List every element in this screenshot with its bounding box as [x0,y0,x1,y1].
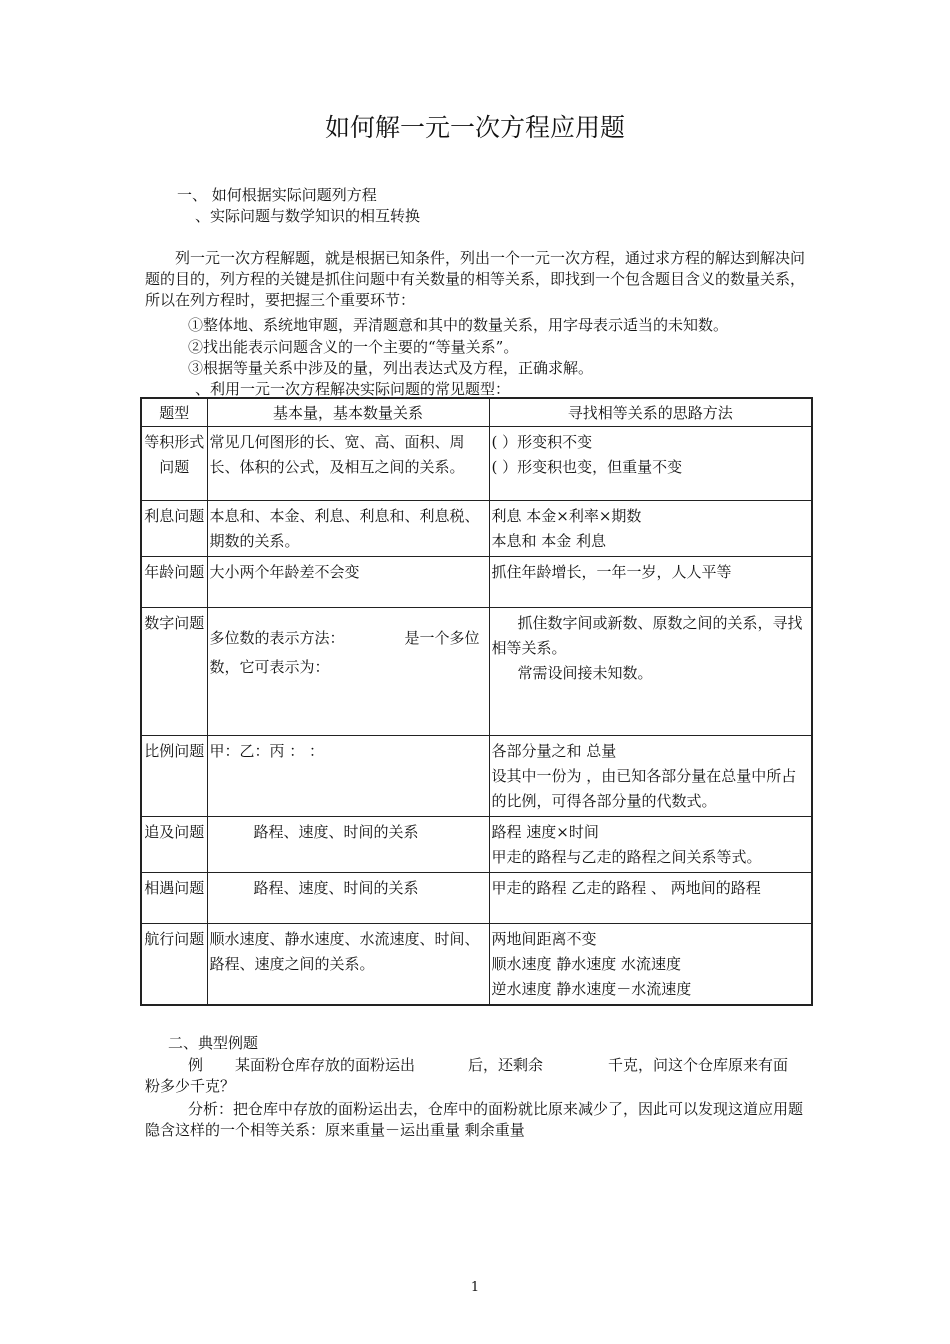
method-line: 甲走的路程与乙走的路程之间关系等式。 [491,848,762,866]
row-method [489,427,812,501]
table-row [141,924,812,1006]
method-line: 顺水速度 静水速度 水流速度 [491,955,682,973]
example-text-2: 后，还剩余 [468,1056,544,1074]
method-line: 设其中一份为 ，由已知各部分量在总量中所占的比例，可得各部分量的代数式。 [491,767,797,810]
header-type: 题型 [141,398,207,427]
example-label: 例 [188,1056,204,1074]
problem-types-table [140,397,813,1006]
row-basic: 路程、速度、时间的关系 [207,817,489,873]
method-line: ( ）形变积也变，但重量不变 [491,458,683,476]
table-row [141,557,812,608]
row-method [489,924,812,1006]
step-2: ②找出能表示问题含义的一个主要的“等量关系”。 [188,338,519,356]
table-row [141,608,812,736]
method-line: 两地间距离不变 [491,930,597,948]
row-method [489,608,812,736]
section1-sub2: 、利用一元一次方程解决实际问题的常见题型： [195,380,511,398]
row-method [489,557,812,608]
example-text-1: 某面粉仓库存放的面粉运出 [235,1056,416,1074]
example-text-4: 粉多少千克？ [145,1077,236,1095]
row-basic: 甲：乙：丙 ： ： [207,736,489,817]
row-type: 年龄问题 [141,557,207,608]
table-row [141,873,812,924]
document-title: 如何解一元一次方程应用题 [324,113,625,142]
row-basic: 本息和、本金、利息、利息和、利息税、期数的关系。 [207,501,489,557]
section1-paragraph: 列一元一次方程解题，就是根据已知条件，列出一个一元一次方程，通过求方程的解达到解决问题的目的，列方程的关键是抓住问题中有关数量的相等关系，即找到一个包含题目含义的数量关系，所以在列方程时，要把握三个重要环节： [145,249,806,309]
table-row [141,427,812,501]
row-type: 比例问题 [141,736,207,817]
method-line: 常需设间接未知数。 [517,664,653,682]
page-number: 1 [470,1280,480,1295]
row-method [489,736,812,817]
table-header-row [141,398,812,427]
row-basic: 大小两个年龄差不会变 [207,557,489,608]
method-line: 利息 本金×利率×期数 [491,507,642,525]
step-3: ③根据等量关系中涉及的量，列出表达式及方程，正确求解。 [188,359,594,377]
method-line: 本息和 本金 利息 [491,532,607,550]
example-text-3: 千克，问这个仓库原来有面 [608,1056,789,1074]
method-line: 路程 速度×时间 [491,823,599,841]
basic-line: 数，它可表示为： [209,658,330,676]
table-row [141,736,812,817]
row-method [489,501,812,557]
method-line: 逆水速度 静水速度－水流速度 [491,980,692,998]
row-type: 等积形式问题 [141,427,207,501]
header-method: 寻找相等关系的思路方法 [489,398,812,427]
method-line: 各部分量之和 总量 [491,742,617,760]
basic-line: 多位数的表示方法： 是一个多位 [209,629,480,647]
row-basic [207,608,489,736]
table-row [141,817,812,873]
section1-sub1: 、实际问题与数学知识的相互转换 [195,207,421,225]
row-method [489,873,812,924]
section1-heading: 一、 如何根据实际问题列方程 [177,186,377,204]
row-type: 相遇问题 [141,873,207,924]
row-method [489,817,812,873]
analysis-paragraph: 分析：把仓库中存放的面粉运出去，仓库中的面粉就比原来减少了，因此可以发现这道应用题隐含这样的一个相等关系：原来重量－运出重量 剩余重量 [145,1100,804,1139]
row-type: 利息问题 [141,501,207,557]
method-line: 抓住年龄增长，一年一岁，人人平等 [491,563,732,581]
method-line: 甲走的路程 乙走的路程 、 两地间的路程 [491,879,761,897]
table-row [141,501,812,557]
row-basic: 常见几何图形的长、宽、高、面积、周长、体积的公式，及相互之间的关系。 [207,427,489,501]
row-type: 航行问题 [141,924,207,1006]
row-basic: 顺水速度、静水速度、水流速度、时间、路程、速度之间的关系。 [207,924,489,1006]
section2-heading: 二、典型例题 [168,1034,259,1052]
row-type: 数字问题 [141,608,207,736]
step-1: ①整体地、系统地审题，弄清题意和其中的数量关系，用字母表示适当的未知数。 [188,316,729,334]
method-line: 抓住数字间或新数、原数之间的关系，寻找相等关系。 [491,614,803,657]
method-line: ( ）形变积不变 [491,433,593,451]
header-basic: 基本量，基本数量关系 [207,398,489,427]
row-basic: 路程、速度、时间的关系 [207,873,489,924]
row-type: 追及问题 [141,817,207,873]
